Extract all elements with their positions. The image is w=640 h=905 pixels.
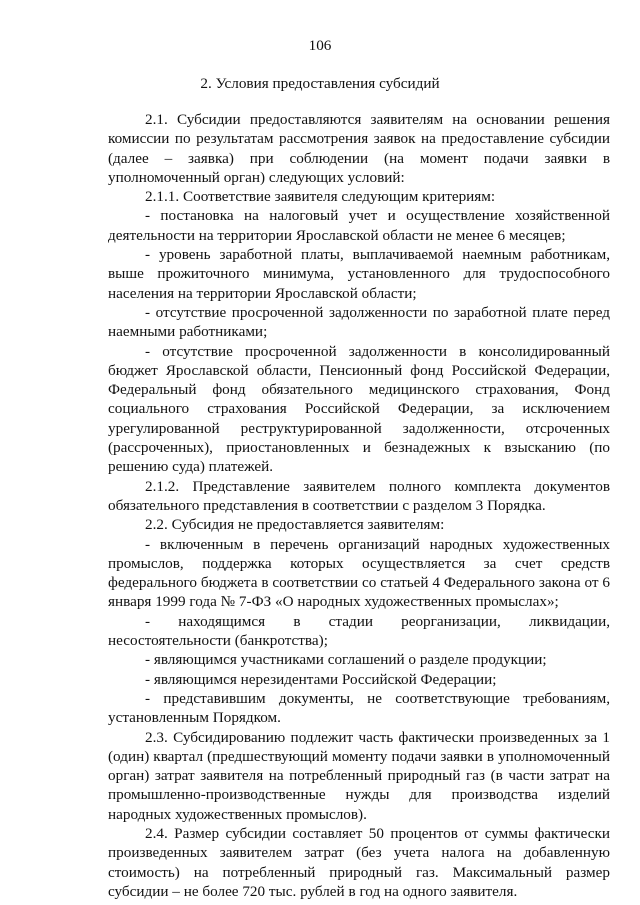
paragraph: - уровень заработной платы, выплачиваемой наемным работникам, выше прожиточного минимума, установленного для трудоспособного населения на территории Ярославской области; xyxy=(108,246,610,302)
paragraph: 2.1.2. Представление заявителем полного комплекта документов обязательного представления в соответствии с разделом 3 Порядка. xyxy=(108,477,610,514)
paragraph: 2.1.1. Соответствие заявителя следующим критериям: xyxy=(145,188,496,206)
paragraph: - постановка на налоговый учет и осуществление хозяйственной деятельности на территории Ярославской области не менее 6 месяцев; xyxy=(108,207,610,244)
paragraph: - отсутствие просроченной задолженности в консолидированный бюджет Ярославской области, Пенсионный фонд Российской Федерации, Федеральный фонд обязательного медицинского страхования, Фонд социального страхования Российской Федерации, за исключением урегулированной реструктурированной задолженности, отсроченных (рассроченных), приостановленных и безнадежных к взысканию (по решению суда) платежей. xyxy=(108,342,610,476)
paragraph: - отсутствие просроченной задолженности по заработной плате перед наемными работниками; xyxy=(108,303,610,341)
paragraph: - включенным в перечень организаций народных художественных промыслов, поддержка которых осуществляется за счет средств федерального бюджета в соответствии со статьей 4 Федерального закона от 6 января 1999 года № 7-ФЗ «О народных художественных промыслах»; xyxy=(108,535,610,611)
page-number: 106 xyxy=(308,37,332,54)
paragraph: 2.4. Размер субсидии составляет 50 процентов от суммы фактически произведенных заявителем затрат (без учета налога на добавленную стоимость) на потребленный природный газ. Максимальный размер субсидии – не более 720 тыс. рублей в год на одного заявителя. xyxy=(108,824,610,900)
paragraph: - являющимся участниками соглашений о разделе продукции; xyxy=(145,651,547,669)
paragraph: 2.1. Субсидии предоставляются заявителям на основании решения комиссии по результатам рассмотрения заявок на предоставление субсидии (далее – заявка) при соблюдении (на момент подачи заявки в уполномоченный орган) следующих условий: xyxy=(108,111,610,186)
section-heading: 2. Условия предоставления субсидий xyxy=(200,75,440,92)
paragraph: - являющимся нерезидентами Российской Федерации; xyxy=(145,670,497,688)
paragraph: - представившим документы, не соответствующие требованиям, установленным Порядком. xyxy=(108,689,610,727)
paragraph: 2.2. Субсидия не предоставляется заявителям: xyxy=(145,516,445,534)
document-body xyxy=(108,110,610,901)
paragraph: 2.3. Субсидированию подлежит часть фактически произведенных за 1 (один) квартал (предшествующий моменту подачи заявки в уполномоченный орган) затрат заявителя на потребленный природный газ (в части затрат на промышленно-производственные нужды для производства изделий народных художественных промыслов). xyxy=(108,728,610,823)
paragraph: - находящимся в стадии реорганизации, ликвидации, несостоятельности (банкротства); xyxy=(108,612,610,650)
